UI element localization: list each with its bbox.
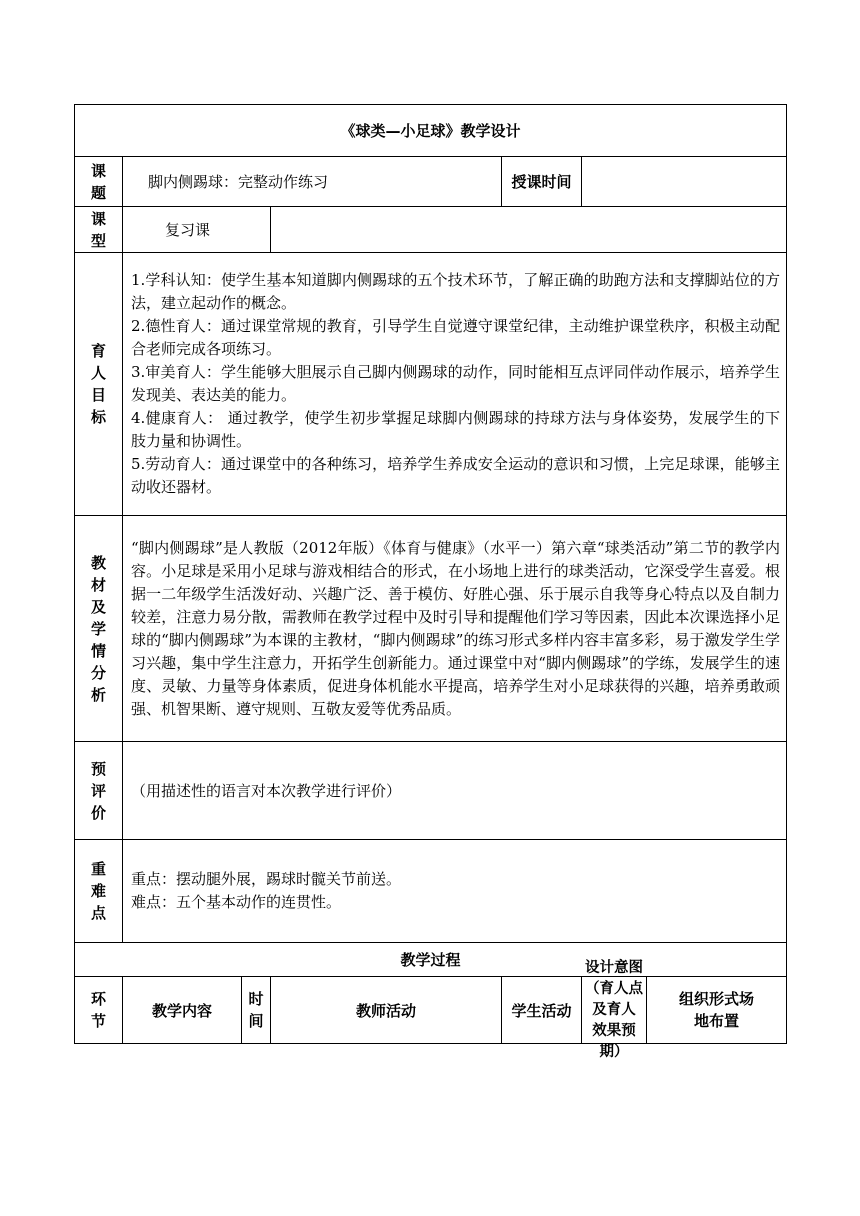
goals-row xyxy=(75,253,787,516)
header-time: 时 间 xyxy=(242,977,271,1044)
pre-eval-label: 预 评 价 xyxy=(75,742,123,840)
goal-item: 1.学科认知：使学生基本知道脚内侧踢球的五个技术环节，了解正确的助跑方法和支撑脚站位的方法，建立起动作的概念。 xyxy=(131,271,781,312)
header-stage: 环 节 xyxy=(75,977,123,1044)
difficulty-line: 难点：五个基本动作的连贯性。 xyxy=(131,893,342,911)
header-student: 学生活动 xyxy=(502,977,582,1044)
goals-label: 育 人 目 标 xyxy=(75,253,123,516)
header-intent: 设计意图 （育人点及育人 效果预期） xyxy=(582,977,647,1043)
topic-label: 课 题 xyxy=(75,157,123,207)
type-row xyxy=(75,207,787,253)
goal-item: 2.德性育人：通过课堂常规的教育，引导学生自觉遵守课堂纪律，主动维护课堂秩序，积极主动配合老师完成各项练习。 xyxy=(131,317,781,358)
goal-item: 4.健康育人： 通过教学，使学生初步掌握足球脚内侧踢球的持球方法与身体姿势，发展学生的下肢力量和协调性。 xyxy=(131,409,781,450)
pre-eval-content: （用描述性的语言对本次教学进行评价） xyxy=(123,742,787,840)
class-time-label: 授课时间 xyxy=(502,157,582,207)
goal-item: 5.劳动育人：通过课堂中的各种练习，培养学生养成安全运动的意识和习惯，上完足球课，能够主动收还器材。 xyxy=(131,455,781,496)
document-title: 《球类—小足球》教学设计 xyxy=(75,105,787,157)
analysis-label: 教 材 及 学 情 分 析 xyxy=(75,516,123,742)
goals-content xyxy=(123,253,787,516)
analysis-content: “脚内侧踢球”是人教版（2012年版）《体育与健康》（水平一）第六章“球类活动”第二节的教学内容。小足球是采用小足球与游戏相结合的形式，在小场地上进行的球类活动，它深受学生喜爱。根据一二年级学生活泼好动、兴趣广泛、善于模仿、好胜心强、乐于展示自我等身心特点以及自制力较差，注意力易分散，需教师在教学过程中及时引导和提醒他们学习等因素，因此本次课选择小足球的“脚内侧踢球”为本课的主教材，“脚内侧踢球”的练习形式多样内容丰富多彩，易于激发学生学习兴趣，集中学生注意力，开拓学生创新能力。通过课堂中对“脚内侧踢球”的学练，发展学生的速度、灵敏、力量等身体素质，促进身体机能水平提高，培养学生对小足球获得的兴趣，培养勇敢顽强、机智果断、遵守规则、互敬友爱等优秀品质。 xyxy=(123,516,787,742)
class-time-value xyxy=(582,157,787,207)
header-intent-org xyxy=(582,959,787,1060)
topic-value: 脚内侧踢球：完整动作练习 xyxy=(123,157,502,207)
header-teacher: 教师活动 xyxy=(271,977,502,1044)
type-label: 课 型 xyxy=(75,207,123,253)
process-title: 教学过程 xyxy=(75,943,787,977)
title-row xyxy=(75,105,787,157)
topic-row xyxy=(75,157,787,207)
lesson-plan-table xyxy=(74,104,787,1060)
header-org: 组织形式场 地布置 xyxy=(679,990,755,1030)
goal-item: 3.审美育人：学生能够大胆展示自己脚内侧踢球的动作，同时能相互点评同伴动作展示，培养学生发现美、表达美的能力。 xyxy=(131,363,781,404)
process-title-row xyxy=(75,943,787,977)
analysis-row xyxy=(75,516,787,742)
process-header-row xyxy=(75,977,787,1044)
type-extra xyxy=(271,207,787,253)
header-content: 教学内容 xyxy=(123,977,242,1044)
key-point-line: 重点：摆动腿外展，踢球时髋关节前送。 xyxy=(131,870,402,888)
key-points-label: 重 难 点 xyxy=(75,840,123,943)
key-points-row xyxy=(75,840,787,943)
key-points-content xyxy=(123,840,787,943)
type-value: 复习课 xyxy=(123,207,271,253)
pre-eval-row xyxy=(75,742,787,840)
